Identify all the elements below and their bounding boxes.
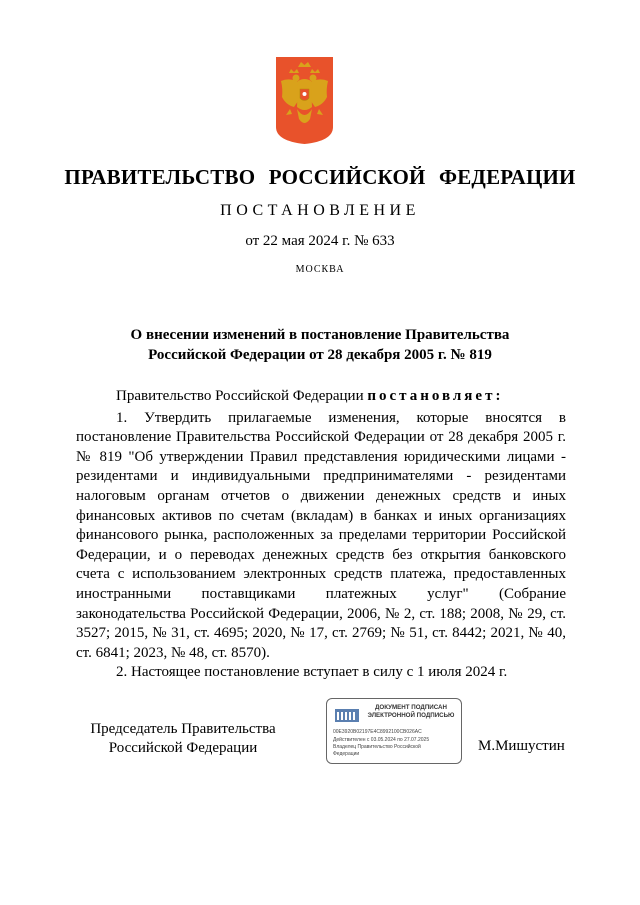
intro-paragraph xyxy=(76,387,566,407)
position-line-2: Российской Федерации xyxy=(108,740,258,756)
paragraph-2: 2. Настоящее постановление вступает в силу с 1 июля 2024 г. xyxy=(116,664,508,681)
building-icon xyxy=(334,707,360,723)
stamp-title-line-1: ДОКУМЕНТ ПОДПИСАН xyxy=(375,704,447,711)
government-title: ПРАВИТЕЛЬСТВО РОССИЙСКОЙ ФЕДЕРАЦИИ xyxy=(64,165,576,189)
stamp-validity: Действителен с 03.05.2024 по 27.07.2025 xyxy=(333,737,430,743)
intro-verb: постановляет: xyxy=(367,388,504,404)
stamp-title-line-2: ЭЛЕКТРОННОЙ ПОДПИСЬЮ xyxy=(367,712,455,719)
signatory-position xyxy=(78,720,288,758)
document-body xyxy=(76,387,566,683)
intro-text: Правительство Российской Федерации xyxy=(116,388,368,404)
stamp-owner-line-2: Федерации xyxy=(333,751,360,757)
paragraph-1: 1. Утвердить прилагаемые изменения, которые вносятся в постановление Правительства Российской Федерации от 28 декабря 2005 г. № 819 "Об утверждении Правил представления юридическими лицами - резидентами и индивидуальными предпринимателями - резидентами налоговым органам отчетов о движении денежных средств и иных финансовых активов по счетам (вкладам) в банках и иных организациях финансового рынка, расположенных за пределами территории Российской Федерации, и о переводах денежных средств без открытия банковского счета с использованием электронных средств платежа, предоставленных иностранными поставщиками платежных услуг" (Собрание законодательства Российской Федерации, 2006, № 2, ст. 188; 2008, № 29, ст. 3527; 2015, № 31, ст. 4695; 2020, № 17, ст. 2769; № 51, ст. 8442; 2021, № 40, ст. 6841; 2023, № 48, ст. 8570). xyxy=(76,409,566,661)
position-line-1: Председатель Правительства xyxy=(90,721,276,737)
russian-coat-of-arms-icon xyxy=(276,57,333,144)
stamp-serial: 00E3920B02197E4C8992100CB026AC xyxy=(333,729,422,735)
document-date-number: от 22 мая 2024 г. № 633 xyxy=(245,233,395,249)
document-subject xyxy=(90,325,550,365)
signatory-name: М.Мишустин xyxy=(478,738,565,754)
document-city: МОСКВА xyxy=(295,264,345,275)
coat-of-arms-emblem xyxy=(276,57,333,144)
document-type: ПОСТАНОВЛЕНИЕ xyxy=(220,202,420,219)
electronic-signature-stamp xyxy=(326,698,462,764)
stamp-title xyxy=(363,704,459,720)
subject-line-1: О внесении изменений в постановление Правительства xyxy=(130,327,510,343)
stamp-owner-line-1: Владелец Правительство Российской xyxy=(333,744,421,750)
subject-line-2: Российской Федерации от 28 декабря 2005 г. № 819 xyxy=(148,347,492,363)
